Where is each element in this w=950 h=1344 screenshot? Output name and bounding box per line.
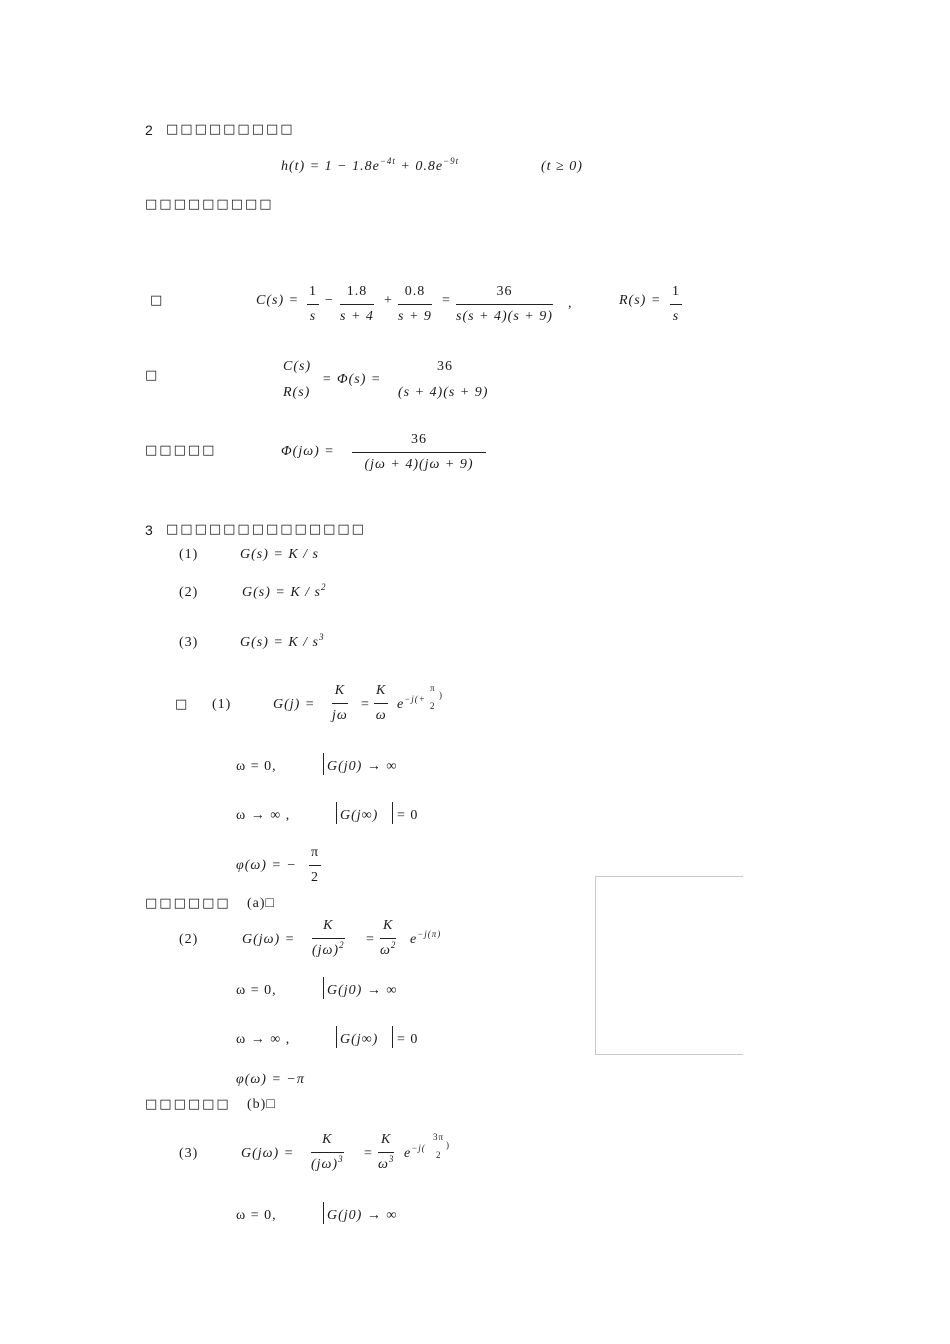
s3-f1-den: (jω) — [311, 1157, 339, 1172]
phi-den: (s + 4)(s + 9) — [398, 385, 489, 400]
s3-abs-bar-left-1 — [323, 1202, 324, 1224]
h-exp-1: −4t — [379, 156, 396, 166]
ratio-num: C(s) — [283, 359, 312, 374]
c-fraction-2 — [340, 284, 374, 325]
s2-figure-ref: (b)□ — [247, 1097, 276, 1112]
solution-3-marker: □ — [175, 697, 190, 712]
c-frac3-den: s + 9 — [398, 309, 432, 324]
s3-exp-close: ) — [446, 1140, 450, 1150]
phij-num: 36 — [352, 432, 486, 453]
s3-exp-pi: 3π — [433, 1132, 445, 1142]
h-condition: (t ≥ 0) — [541, 159, 583, 174]
c-frac1-num: 1 — [307, 284, 319, 305]
s1-phase-den: 2 — [311, 870, 320, 885]
s3-f2-num: K — [378, 1132, 394, 1153]
s2-f1-den-wrap — [312, 939, 345, 959]
s2-f1-den-exp: 2 — [339, 940, 345, 950]
s1-equals: = — [361, 697, 370, 712]
c-fraction-1 — [307, 284, 319, 325]
s3-f1-den-exp: 3 — [338, 1154, 344, 1164]
operator-equals: = — [442, 293, 451, 308]
s1-number: (1) — [212, 697, 232, 712]
s3-e: e — [404, 1146, 412, 1161]
problem-2-subtext: □□□□□□□□□ — [145, 197, 274, 212]
s1-lhs: G(j) = — [273, 697, 316, 712]
s1-abs-bar-left-2 — [336, 802, 337, 824]
item-2-exp: 2 — [321, 582, 327, 592]
s1-phase-num: π — [309, 845, 321, 866]
s3-equals: = — [364, 1146, 373, 1161]
r-fraction — [670, 284, 682, 325]
s1-exp-two: 2 — [430, 701, 436, 711]
s2-omega-zero: ω = 0, — [236, 983, 277, 998]
phij-fraction — [352, 432, 486, 473]
s2-phase: φ(ω) = −π — [236, 1072, 305, 1087]
s3-fraction-2 — [378, 1132, 394, 1173]
s1-exp-close: ) — [439, 690, 443, 700]
s1-fraction-2 — [374, 683, 388, 724]
problem-2-heading: □□□□□□□□□ — [166, 122, 295, 137]
step-response-equation — [281, 156, 460, 175]
s2-abs-bar-right-2 — [392, 1026, 393, 1048]
ratio-den: R(s) — [283, 385, 311, 400]
s2-magnitude-inf-value: = 0 — [397, 1032, 419, 1047]
s3-exponential — [404, 1143, 426, 1162]
s2-exp: −j(π) — [417, 929, 442, 939]
c-frac1-den: s — [309, 309, 317, 324]
item-2-equation — [242, 582, 327, 601]
s2-f1-num: K — [312, 918, 345, 939]
s1-phase-fraction — [309, 845, 321, 886]
phij-den: (jω + 4)(jω + 9) — [364, 457, 474, 472]
c-frac2-den: s + 4 — [340, 309, 374, 324]
s2-magnitude-zero: G(j0) → ∞ — [327, 983, 398, 998]
problem-3-number: 3 — [145, 522, 154, 538]
s2-abs-bar-left-1 — [323, 977, 324, 999]
item-2-number: (2) — [179, 585, 199, 600]
s2-e: e — [410, 932, 418, 947]
c-frac4-num: 36 — [456, 284, 553, 305]
phij-lhs: Φ(jω) = — [281, 444, 335, 459]
s1-omega-inf: ω → ∞ , — [236, 808, 291, 823]
s1-f1-num: K — [332, 683, 348, 704]
h-exp-2: −9t — [443, 156, 460, 166]
s3-f2-den-wrap — [378, 1153, 394, 1173]
s3-lhs: G(jω) = — [241, 1146, 295, 1161]
s1-phase-lhs: φ(ω) = − — [236, 858, 297, 873]
phi-num: 36 — [437, 359, 453, 374]
s1-f1-den: jω — [332, 708, 348, 723]
s2-number: (2) — [179, 932, 199, 947]
s2-f1-den: (jω) — [312, 943, 340, 958]
item-1-equation: G(s) = K / s — [240, 547, 320, 562]
therefore-marker: □ — [145, 368, 160, 383]
c-frac2-num: 1.8 — [340, 284, 374, 305]
phi-equals: = Φ(s) = — [322, 372, 382, 387]
s2-figure-text: □□□□□□ — [145, 1097, 231, 1112]
item-3-equation — [240, 632, 325, 651]
c-frac3-num: 0.8 — [398, 284, 432, 305]
item-3-exp: 3 — [319, 632, 325, 642]
s1-e: e — [397, 697, 405, 712]
item-3-eq-text: G(s) = K / s — [240, 635, 320, 650]
problem-2-number: 2 — [145, 122, 154, 138]
comma: , — [568, 296, 573, 311]
s1-omega-zero: ω = 0, — [236, 759, 277, 774]
problem-3-heading: □□□□□□□□□□□□□□ — [166, 522, 366, 537]
item-2-eq-text: G(s) = K / s — [242, 585, 322, 600]
s3-number: (3) — [179, 1146, 199, 1161]
s1-figure-ref: (a)□ — [247, 896, 275, 911]
solution-marker: □ — [150, 293, 165, 308]
s2-f2-num: K — [380, 918, 396, 939]
h-eq-part: h(t) = 1 − 1.8e — [281, 159, 380, 174]
s3-fraction-1 — [311, 1132, 344, 1173]
s3-omega-zero: ω = 0, — [236, 1208, 277, 1223]
c-lhs: C(s) = — [256, 293, 300, 308]
r-lhs: R(s) = — [619, 293, 662, 308]
s1-magnitude-inf-value: = 0 — [397, 808, 419, 823]
c-fraction-3 — [398, 284, 432, 325]
c-frac4-den: s(s + 4)(s + 9) — [456, 309, 553, 324]
item-1-number: (1) — [179, 547, 199, 562]
item-3-number: (3) — [179, 635, 199, 650]
s1-exp: −j(+ — [404, 694, 426, 704]
operator-minus: − — [325, 293, 334, 308]
s2-f2-den: ω — [380, 943, 391, 958]
s3-f2-den: ω — [378, 1157, 389, 1172]
s1-exponential — [397, 694, 426, 713]
s2-fraction-2 — [380, 918, 396, 959]
s2-f2-den-wrap — [380, 939, 396, 959]
s2-magnitude-inf: G(j∞) — [340, 1032, 379, 1047]
s2-omega-inf: ω → ∞ , — [236, 1032, 291, 1047]
s3-f2-den-exp: 3 — [388, 1154, 395, 1164]
s2-fraction-1 — [312, 918, 345, 959]
s1-fraction-1 — [332, 683, 348, 724]
s1-abs-bar-right-2 — [392, 802, 393, 824]
s2-equals: = — [366, 932, 375, 947]
figure-placeholder — [595, 876, 743, 1055]
s1-f2-den: ω — [375, 708, 387, 723]
s3-exp-two: 2 — [436, 1150, 442, 1160]
s3-f1-num: K — [311, 1132, 344, 1153]
s2-exponential — [410, 929, 442, 948]
s1-magnitude-zero: G(j0) → ∞ — [327, 759, 398, 774]
operator-plus: + — [384, 293, 393, 308]
s1-figure-text: □□□□□□ — [145, 896, 231, 911]
s1-exp-pi: π — [430, 683, 436, 693]
s3-f1-den-wrap — [311, 1153, 344, 1173]
s2-abs-bar-left-2 — [336, 1026, 337, 1048]
s1-abs-bar-left-1 — [323, 753, 324, 775]
s1-magnitude-inf: G(j∞) — [340, 808, 379, 823]
h-eq-mid: + 0.8e — [395, 159, 444, 174]
r-num: 1 — [670, 284, 682, 305]
r-den: s — [672, 309, 680, 324]
s2-lhs: G(jω) = — [242, 932, 296, 947]
frequency-label: □□□□□ — [145, 443, 217, 458]
s1-f2-num: K — [374, 683, 388, 704]
c-fraction-4 — [456, 284, 553, 325]
s3-magnitude-zero: G(j0) → ∞ — [327, 1208, 398, 1223]
s3-exp: −j( — [411, 1143, 426, 1153]
s2-f2-den-exp: 2 — [390, 940, 397, 950]
